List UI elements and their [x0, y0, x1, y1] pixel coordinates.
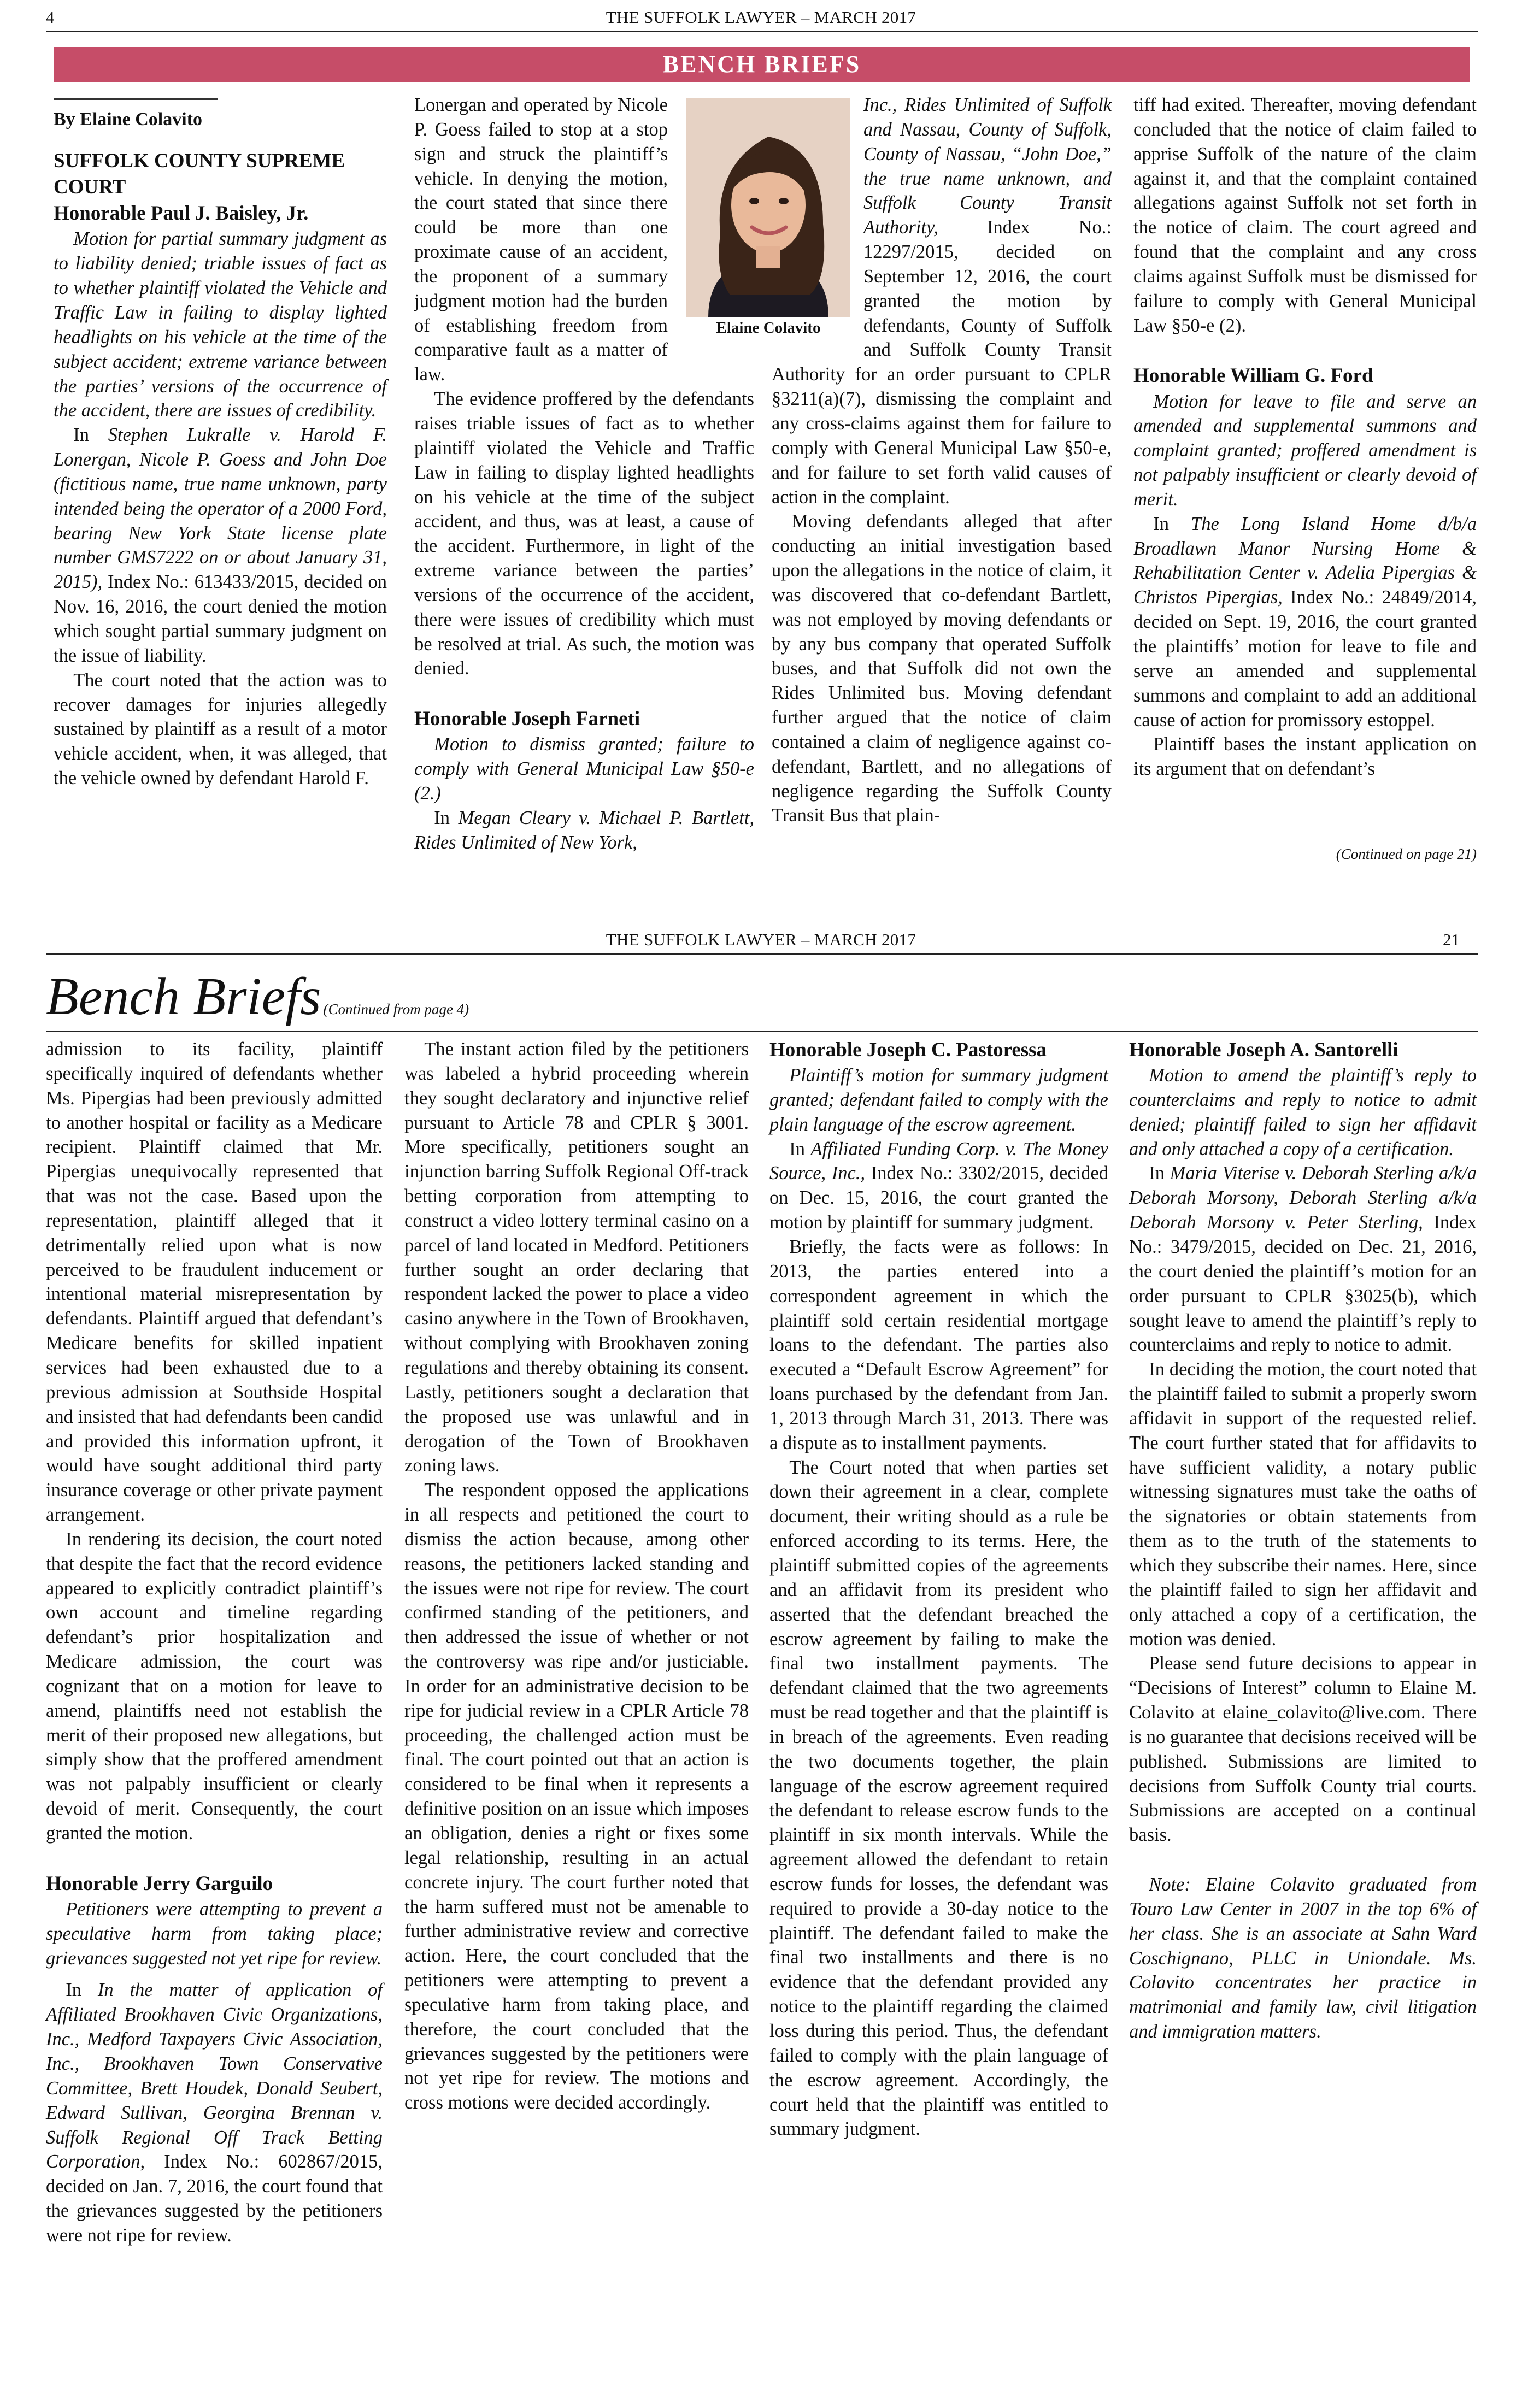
header-rule	[46, 953, 1478, 955]
section-header	[46, 966, 469, 1026]
continued-note: (Continued on page 21)	[1336, 846, 1477, 862]
byline: By Elaine Colavito	[54, 109, 203, 129]
case-summary: Motion to amend the plaintiff’s reply to counterclaims and reply to notice to admit denied; plaintiff failed to sign her affidavit and only attached a copy of a certification.	[1129, 1065, 1477, 1159]
photo-float-spacer	[772, 93, 863, 344]
paragraph: In The Long Island Home d/b/a Broadlawn Manor Nursing Home & Rehabilitation Center v. Adelia Pipergias & Christos Pipergias, Index No.: 24849/2014, decided on Sept. 19, 2016, the court granted the plaintiffs’ motion for leave to file and serve an amended and supplemental summons and complaint to add an additional cause of action for promissory estoppel.	[1133, 513, 1477, 731]
case-name: Stephen Lukralle v. Harold F. Lonergan, Nicole P. Goess and John Doe (fictitious name, true name unknown, party intended being the operator of a 2000 Ford, bearing New York State license plate number GMS7222 on or about January 31, 2015),	[54, 425, 387, 593]
judge-heading: Honorable Jerry Garguilo	[46, 1872, 273, 1895]
case-summary: Petitioners were attempting to prevent a speculative harm from taking place; grievances suggested not yet ripe for review.	[46, 1898, 383, 1969]
article-column-4	[1133, 93, 1477, 781]
case-summary: Plaintiff’s motion for summary judgment granted; defendant failed to comply with the plain language of the escrow agreement.	[769, 1065, 1108, 1135]
case-summary: Motion for partial summary judgment as to liability denied; triable issues of fact as to whether plaintiff violated the Vehicle and Traffic Law in failing to display lighted headlights on his vehicle at the time of the subject accident; extreme variance between the parties’ versions of the occurrence of the accident, there are issues of credibility.	[54, 228, 387, 421]
article-column-3	[772, 93, 1112, 828]
case-name: In the matter of application of Affiliated Brookhaven Civic Organizations, Inc., Medford Taxpayers Civic Association, Inc., Brookhaven Town Conservative Committee, Brett Houdek, Donald Seubert, Edward Sullivan, Georgina Brennan v. Suffolk Regional Off Track Betting Corporation,	[46, 1980, 383, 2173]
paragraph: Plaintiff bases the instant application on its argument that on defendant’s	[1133, 734, 1477, 780]
header-rule	[46, 31, 1478, 32]
paragraph: In Megan Cleary v. Michael P. Bartlett, Rides Unlimited of New York,	[414, 807, 754, 853]
paragraph: The court noted that the action was to recover damages for injuries allegedly sustained by plaintiff as a result of a motor vehicle accident, when, it was alleged, that the vehicle owned by defendant Harold F.	[54, 669, 387, 789]
case-name: Maria Viterise v. Deborah Sterling a/k/a Deborah Morsony, Deborah Sterling a/k/a Deborah Morsony v. Peter Sterling,	[1129, 1163, 1477, 1233]
paragraph: The Court noted that when parties set down their agreement in a clear, complete document, their writing should as a rule be enforced according to its terms. Here, the plaintiff submitted copies of the agreements and an affidavit from its president who asserted that the defendant breached the escrow agreement by failing to make the final two installment payments. The defendant claimed that the two agreements must be read together and that the plaintiff is in breach of the agreements. Even reading the two documents together, the plain language of the escrow agreement required the defendant to release escrow funds to the plaintiff in six month intervals. While the agreement allowed the defendant to retain escrow funds for losses, the defendant was required to provide a 30-day notice to the plaintiff. The defendant failed to make the final two installments and there is no evidence that the defendant provided any notice to the plaintiff regarding the claimed loss during this period. Thus, the defendant failed to comply with the plain language of the escrow agreement. Accordingly, the court held that the plaintiff was entitled to summary judgment.	[769, 1457, 1108, 2140]
case-name: Inc., Rides Unlimited of Suffolk and Nassau, County of Suffolk, County of Nassau, “John Doe,” the true name unknown, and Suffolk County Transit Authority,	[863, 95, 1112, 238]
paragraph: Briefly, the facts were as follows: In 2013, the parties entered into a correspondent agreement in which the plaintiff sold certain residential mortgage loans to the defendant. The parties also executed a “Default Escrow Agreement” for loans purchased by the defendant from Jan. 1, 2013 through March 31, 2013. There was a dispute as to installment payments.	[769, 1237, 1108, 1453]
author-note: Note: Elaine Colavito graduated from Touro Law Center in 2007 in the top 6% of her class. She is an associate at Sahn Ward Coschignano, PLLC in Uniondale. Ms. Colavito concentrates her practice in matrimonial and family law, civil litigation and immigration matters.	[1129, 1874, 1477, 2042]
judge-heading: Honorable William G. Ford	[1133, 364, 1373, 387]
paragraph: In rendering its decision, the court noted that despite the fact that the record evidence appeared to explicitly contradict plaintiff’s own account and timeline regarding defendant’s prior hospitalization and Medicare admission, the court was cognizant that on a motion for leave to amend, plaintiffs need not establish the merit of their proposed new allegations, but simply show that the proffered amendment was not palpably insufficient or clearly devoid of merit. Consequently, the court granted the motion.	[46, 1528, 383, 1844]
page-number: 4	[46, 8, 55, 27]
judge-heading: Honorable Paul J. Baisley, Jr.	[54, 202, 309, 225]
paragraph: Lonergan and operated by Nicole P. Goess failed to stop at a stop sign and struck the plaintiff’s vehicle. In denying the motion, the court stated that since there could be more than one proximate cause of an accident, the proponent of a summary judgment motion had the burden of establishing freedom from comparative fault as a matter of law.	[414, 95, 668, 385]
photo-caption: Elaine Colavito	[716, 319, 821, 337]
paragraph: In In the matter of application of Affiliated Brookhaven Civic Organizations, Inc., Medford Taxpayers Civic Association, Inc., Brookhaven Town Conservative Committee, Brett Houdek, Donald Seubert, Edward Sullivan, Georgina Brennan v. Suffolk Regional Off Track Betting Corporation, Index No.: 602867/2015, decided on Jan. 7, 2016, the court found that the grievances suggested by the petitioners were not ripe for review.	[46, 1980, 383, 2246]
running-head: THE SUFFOLK LAWYER – MARCH 2017	[606, 8, 916, 27]
paragraph: The instant action filed by the petitioners was labeled a hybrid proceeding wherein they sought declaratory and injunctive relief pursuant to Article 78 and CPLR § 3001. More specifically, petitioners sought an injunction barring Suffolk Regional Off-track betting corporation from attempting to construct a video lottery terminal casino on a parcel of land located in Medford. Petitioners further sought an order declaring that respondent lacked the power to place a video casino anywhere in the Town of Brookhaven, without complying with Brookhaven zoning regulations and thereby obtaining its consent. Lastly, petitioners sought a declaration that the proposed use was unlawful and in derogation of the Town of Brookhaven zoning laws.	[404, 1039, 749, 1476]
paragraph: In Affiliated Funding Corp. v. The Money Source, Inc., Index No.: 3302/2015, decided on Dec. 15, 2016, the court granted the motion by plaintiff for summary judgment.	[769, 1138, 1108, 1233]
article-column-7	[769, 1037, 1108, 2141]
paragraph: In Stephen Lukralle v. Harold F. Lonergan, Nicole P. Goess and John Doe (fictitious name, true name unknown, party intended being the operator of a 2000 Ford, bearing New York State license plate number GMS7222 on or about January 31, 2015), Index No.: 613433/2015, decided on Nov. 16, 2016, the court denied the motion which sought partial summary judgment on the issue of liability.	[54, 425, 387, 666]
paragraph: In deciding the motion, the court noted that the plaintiff failed to submit a properly sworn affidavit in support of the requested relief. The court further stated that for affidavits to have sufficient validity, a notary public witnessing signatures must take the oaths of the signatories or obtain statements from them as to the truth of the statements to which they subscribe their names. Here, since the plaintiff failed to sign her affidavit and only attached a copy of a certification, the motion was denied.	[1129, 1359, 1477, 1650]
judge-heading: Honorable Joseph A. Santorelli	[1129, 1039, 1398, 1061]
article-column-6	[404, 1037, 749, 2115]
paragraph: Inc., Rides Unlimited of Suffolk and Nassau, County of Suffolk, County of Nassau, “John Doe,” the true name unknown, and Suffolk County Transit Authority, Index No.: 12297/2015, decided on September 12, 2016, the court granted the motion by defendants, County of Suffolk and Suffolk County Transit Authority for an order pursuant to CPLR §3211(a)(7), dismissing the complaint and any cross-claims against them for failure to comply with General Municipal Law §50-e, and for failure to set forth valid causes of action in the complaint.	[772, 95, 1112, 508]
section-rule	[46, 1031, 1478, 1032]
case-name: Affiliated Funding Corp. v. The Money Source, Inc.,	[769, 1138, 1108, 1184]
case-summary: Motion for leave to file and serve an amended and supplemental summons and complaint granted; proffered amendment is not palpably insufficient or clearly devoid of merit.	[1133, 391, 1477, 510]
paragraph: tiff had exited. Thereafter, moving defendant concluded that the notice of claim failed to apprise Suffolk of the nature of the claim against it, and that the complaint contained allegations against Suffolk not set forth in the notice of claim. The court agreed and found that the complaint and any cross claims against Suffolk must be dismissed for failure to comply with General Municipal Law §50-e (2).	[1133, 95, 1477, 336]
court-heading: SUFFOLK COUNTY SUPREME COURT	[54, 150, 345, 199]
continued-from-note: (Continued from page 4)	[323, 1001, 469, 1017]
judge-heading: Honorable Joseph Farneti	[414, 708, 640, 731]
running-head: THE SUFFOLK LAWYER – MARCH 2017	[606, 930, 916, 949]
case-summary: Motion to dismiss granted; failure to comply with General Municipal Law §50-e (2.)	[414, 734, 754, 804]
article-column-1	[54, 98, 387, 791]
paragraph: admission to its facility, plaintiff specifically inquired of defendants whether Ms. Pipergias had been previously admitted to another hospital or facility as a Medicare recipient. Plaintiff claimed that Mr. Pipergias unequivocally represented that that was not the case. Based upon the representation, plaintiff alleged that it detrimentally relied upon what is now perceived to be fraudulent inducement or intentional material misrepresentation by defendants. Plaintiff argued that defendant’s Medicare benefits for skilled inpatient services had been exhausted due to a previous admission at Southside Hospital and insisted that had defendants been candid and provided this information upfront, it would have sought additional third party insurance coverage or other private payment arrangement.	[46, 1039, 383, 1526]
case-name: The Long Island Home d/b/a Broadlawn Manor Nursing Home & Rehabilitation Center v. Adelia Pipergias & Christos Pipergias,	[1133, 513, 1477, 608]
article-column-5	[46, 1037, 383, 2248]
paragraph: Moving defendants alleged that after conducting an initial investigation based upon the allegations in the notice of claim, it was discovered that co-defendant Bartlett, was not employed by moving defendants or by any bus company that operated Suffolk buses, and that Suffolk did not own the Rides Unlimited bus. Moving defendant further argued that the notice of claim contained a claim of negligence against co-defendant, Bartlett, and no allegations of negligence regarding the Suffolk County Transit Bus that plain-	[772, 511, 1112, 826]
page-number: 21	[1443, 930, 1460, 949]
paragraph: The respondent opposed the applications in all respects and petitioned the court to dismiss the action because, among other reasons, the petitioners lacked standing and the issues were not ripe for review. The court confirmed standing of the petitioners, and then addressed the issue of whether or not the controversy was ripe and/or justiciable. In order for an administrative decision to be ripe for judicial review in a CPLR Article 78 proceeding, the challenged action must be final. The court pointed out that an action is considered to be final when it represents a definitive position on an issue which imposes an obligation, denies a right or fixes some legal relationship, resulting in an actual concrete injury. The court further noted that the harm suffered must not be amenable to further administrative review and corrective action. Here, the court concluded that the petitioners were attempting to prevent a speculative harm from taking place, and therefore, the court concluded that the grievances suggested by the petitioners were not yet ripe for review. The motions and cross motions were decided accordingly.	[404, 1480, 749, 2113]
judge-heading: Honorable Joseph C. Pastoressa	[769, 1039, 1047, 1061]
article-column-8	[1129, 1037, 1477, 2044]
case-name: Megan Cleary v. Michael P. Bartlett, Rides Unlimited of New York,	[414, 807, 754, 853]
paragraph: The evidence proffered by the defendants raises triable issues of fact as to whether plaintiff violated the Vehicle and Traffic Law in failing to display lighted headlights on his vehicle at the time of the subject accident, and thus, was at least, a cause of the accident. Furthermore, in light of the extreme variance between the parties’ versions of the occurrence of the accident, there were issues of credibility which must be resolved at trial. As such, the motion was denied.	[414, 388, 754, 679]
section-banner: BENCH BRIEFS	[54, 47, 1470, 82]
paragraph: Please send future decisions to appear in “Decisions of Interest” column to Elaine M. Colavito at elaine_colavito@live.com. There is no guarantee that decisions received will be published. Submissions are limited to decisions from Suffolk County trial courts. Submissions are accepted on a continual basis.	[1129, 1653, 1477, 1846]
paragraph: In Maria Viterise v. Deborah Sterling a/k/a Deborah Morsony, Deborah Sterling a/k/a Deborah Morsony v. Peter Sterling, Index No.: 3479/2015, decided on Dec. 21, 2016, the court denied the plaintiff’s motion for an order pursuant to CPLR §3025(b), which sought leave to amend the plaintiff’s reply to counterclaims and reply to notice to admit.	[1129, 1163, 1477, 1356]
section-title: Bench Briefs	[46, 967, 321, 1026]
